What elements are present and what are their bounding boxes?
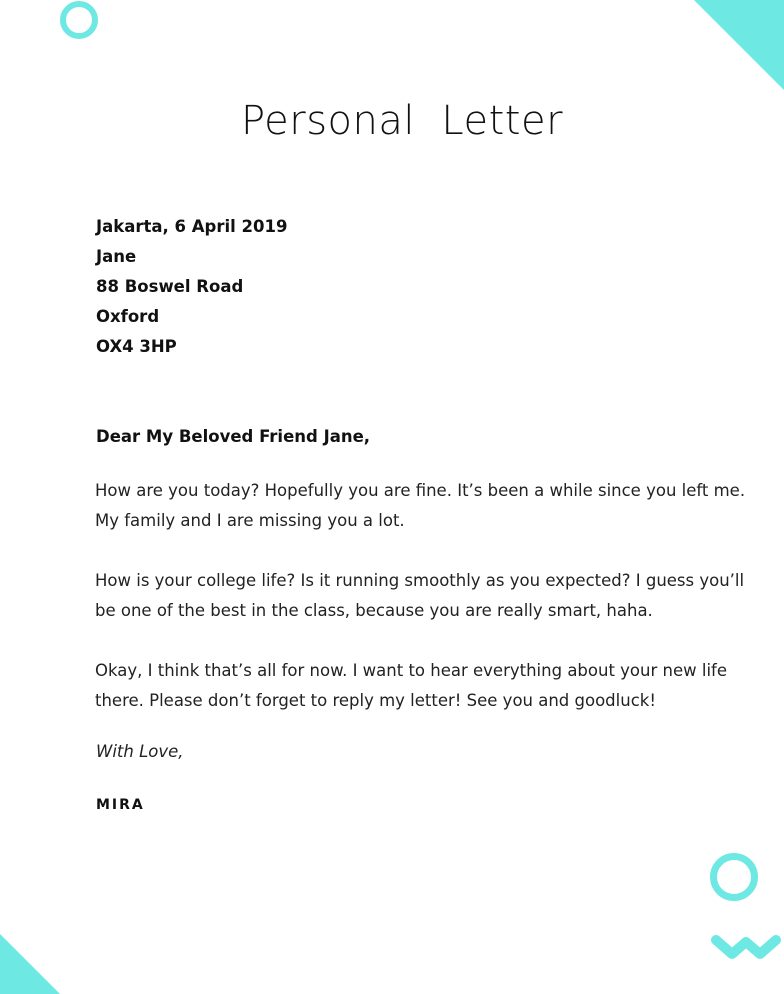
paragraph-line: How is your college life? Is it running smoothly as you expected? I guess you’ll <box>95 571 745 590</box>
paragraph-line: My family and I are missing you a lot. <box>95 511 405 530</box>
paragraph-line: there. Please don’t forget to reply my letter! See you and goodluck! <box>95 691 656 710</box>
body-paragraph <box>95 476 746 536</box>
body-paragraph <box>95 566 745 626</box>
corner-triangle-bottom-left <box>0 934 60 994</box>
ring-icon <box>710 853 758 901</box>
address-block <box>96 212 287 362</box>
paragraph-line: be one of the best in the class, because you are really smart, haha. <box>95 601 653 620</box>
signature: MIRA <box>96 797 145 813</box>
squiggle-icon <box>710 930 784 964</box>
closing: With Love, <box>96 742 184 761</box>
postcode: OX4 3HP <box>96 337 177 356</box>
page-title: Personal Letter <box>240 98 564 144</box>
body-paragraph <box>95 656 735 716</box>
paragraph-line: Okay, I think that’s all for now. I want to hear everything about your new life <box>95 661 727 680</box>
corner-triangle-top-right <box>694 0 784 90</box>
salutation: Dear My Beloved Friend Jane, <box>96 427 371 446</box>
city: Oxford <box>96 307 160 326</box>
recipient-name: Jane <box>96 247 137 266</box>
ring-icon <box>60 1 98 39</box>
street-address: 88 Boswel Road <box>96 277 244 296</box>
place-date: Jakarta, 6 April 2019 <box>96 217 288 236</box>
paragraph-line: How are you today? Hopefully you are fine. It’s been a while since you left me. <box>95 481 746 500</box>
